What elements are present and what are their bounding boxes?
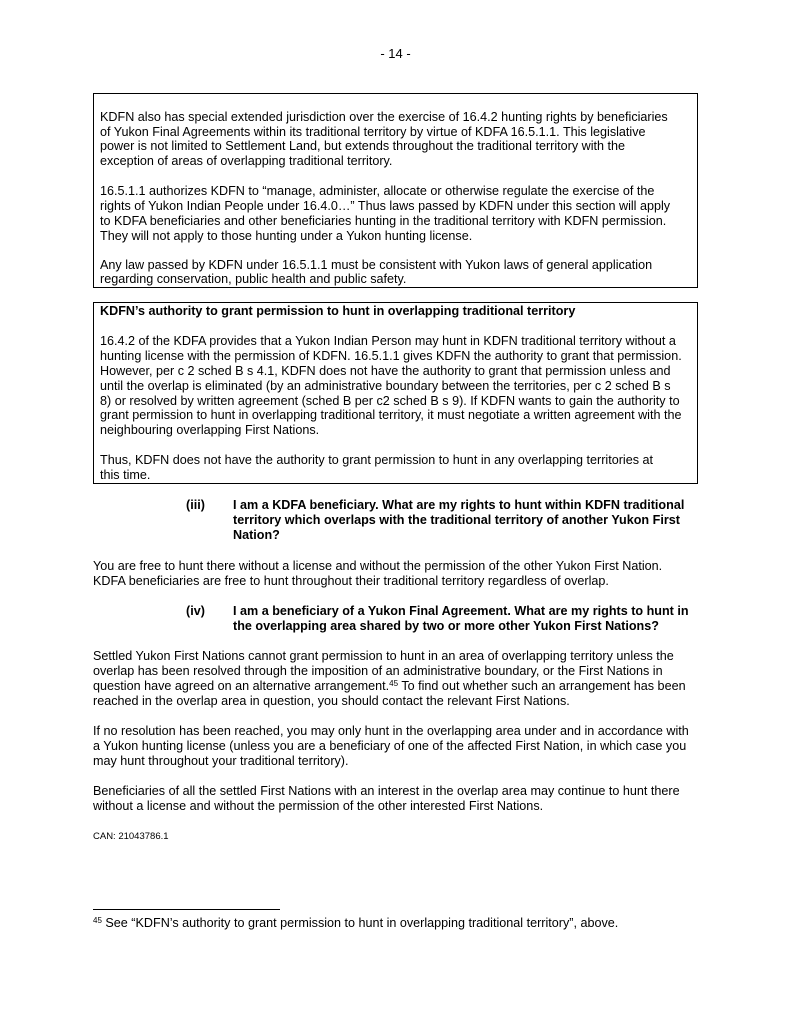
- box1-line: They will not apply to those hunting under a Yukon hunting license.: [100, 229, 473, 243]
- box1-line: regarding conservation, public health and public safety.: [100, 272, 407, 286]
- box2-line: Thus, KDFN does not have the authority to grant permission to hunt in any overlapping territories at: [100, 453, 654, 467]
- paragraph-line: may hunt throughout your traditional territory).: [93, 754, 349, 768]
- section-iii-number: (iii): [186, 498, 205, 512]
- box2-line: 8) or resolved by written agreement (sched B per c2 sched B s 9). If KDFN wants to gain the authority to: [100, 394, 680, 408]
- box2-heading: KDFN’s authority to grant permission to hunt in overlapping traditional territory: [100, 304, 576, 318]
- box2-line: this time.: [100, 468, 151, 482]
- paragraph-text: To find out whether such an arrangement has been: [398, 679, 686, 693]
- paragraph-line: You are free to hunt there without a license and without the permission of the other Yukon First Nation.: [93, 559, 663, 573]
- paragraph-text: question have agreed on an alternative arrangement.: [93, 679, 390, 693]
- box2-line: grant permission to hunt in overlapping traditional territory, it must negotiate a written agreement with the: [100, 408, 682, 422]
- paragraph-line: reached in the overlap area in question, you should contact the relevant First Nations.: [93, 694, 570, 708]
- section-iv-number: (iv): [186, 604, 205, 618]
- section-iii-heading: I am a KDFA beneficiary. What are my rights to hunt within KDFN traditional: [233, 498, 685, 512]
- box1-line: Any law passed by KDFN under 16.5.1.1 must be consistent with Yukon laws of general application: [100, 258, 653, 272]
- paragraph-line: KDFA beneficiaries are free to hunt throughout their traditional territory regardless of overlap.: [93, 574, 609, 588]
- footnote: [93, 916, 618, 931]
- box2-line: However, per c 2 sched B s 4.1, KDFN does not have the authority to grant that permission unless and: [100, 364, 671, 378]
- paragraph-line: Beneficiaries of all the settled First Nations with an interest in the overlap area may continue to hunt there: [93, 784, 680, 798]
- paragraph-line: without a license and without the permission of the other interested First Nations.: [93, 799, 544, 813]
- box2-line: neighbouring overlapping First Nations.: [100, 423, 320, 437]
- box1-line: exception of areas of overlapping traditional territory.: [100, 154, 393, 168]
- footnote-ref[interactable]: 45: [389, 679, 399, 688]
- paragraph-line: overlap has been resolved through the imposition of an administrative boundary, or the First Nations in: [93, 664, 663, 678]
- page-number: - 14 -: [380, 46, 411, 61]
- box1-line: 16.5.1.1 authorizes KDFN to “manage, administer, allocate or otherwise regulate the exercise of the: [100, 184, 655, 198]
- paragraph-line: a Yukon hunting license (unless you are a beneficiary of one of the affected First Nation, in which case you: [93, 739, 687, 753]
- paragraph-line: If no resolution has been reached, you may only hunt in the overlapping area under and in accordance with: [93, 724, 689, 738]
- document-id: CAN: 21043786.1: [93, 831, 169, 842]
- footnote-separator: [93, 909, 280, 910]
- section-iii-heading: Nation?: [233, 528, 280, 542]
- box1-line: to KDFA beneficiaries and other beneficiaries hunting in the traditional territory with KDFN permission.: [100, 214, 667, 228]
- box1-line: rights of Yukon Indian People under 16.4.0…” Thus laws passed by KDFN under this section will apply: [100, 199, 671, 213]
- box1-line: KDFN also has special extended jurisdiction over the exercise of 16.4.2 hunting rights by beneficiaries: [100, 110, 668, 124]
- section-iv-heading: I am a beneficiary of a Yukon Final Agreement. What are my rights to hunt in: [233, 604, 689, 618]
- section-iii-heading: territory which overlaps with the traditional territory of another Yukon First: [233, 513, 680, 527]
- paragraph-line: Settled Yukon First Nations cannot grant permission to hunt in an area of overlapping territory unless the: [93, 649, 674, 663]
- paragraph-line: [93, 679, 686, 694]
- footnote-number: 45: [93, 916, 102, 925]
- box1-line: of Yukon Final Agreements within its traditional territory by virtue of KDFA 16.5.1.1. This legislative: [100, 125, 646, 139]
- box2-line: hunting license with the permission of KDFN. 16.5.1.1 gives KDFN the authority to grant that permission.: [100, 349, 682, 363]
- box2-line: until the overlap is eliminated (by an administrative boundary between the territories, per c 2 sched B s: [100, 379, 671, 393]
- box1-line: power is not limited to Settlement Land, but extends throughout the traditional territory with the: [100, 139, 626, 153]
- section-iv-heading: the overlapping area shared by two or more other Yukon First Nations?: [233, 619, 659, 633]
- footnote-text: See “KDFN’s authority to grant permission to hunt in overlapping traditional territory”, above.: [101, 916, 619, 930]
- box2-line: 16.4.2 of the KDFA provides that a Yukon Indian Person may hunt in KDFN traditional territory without a: [100, 334, 676, 348]
